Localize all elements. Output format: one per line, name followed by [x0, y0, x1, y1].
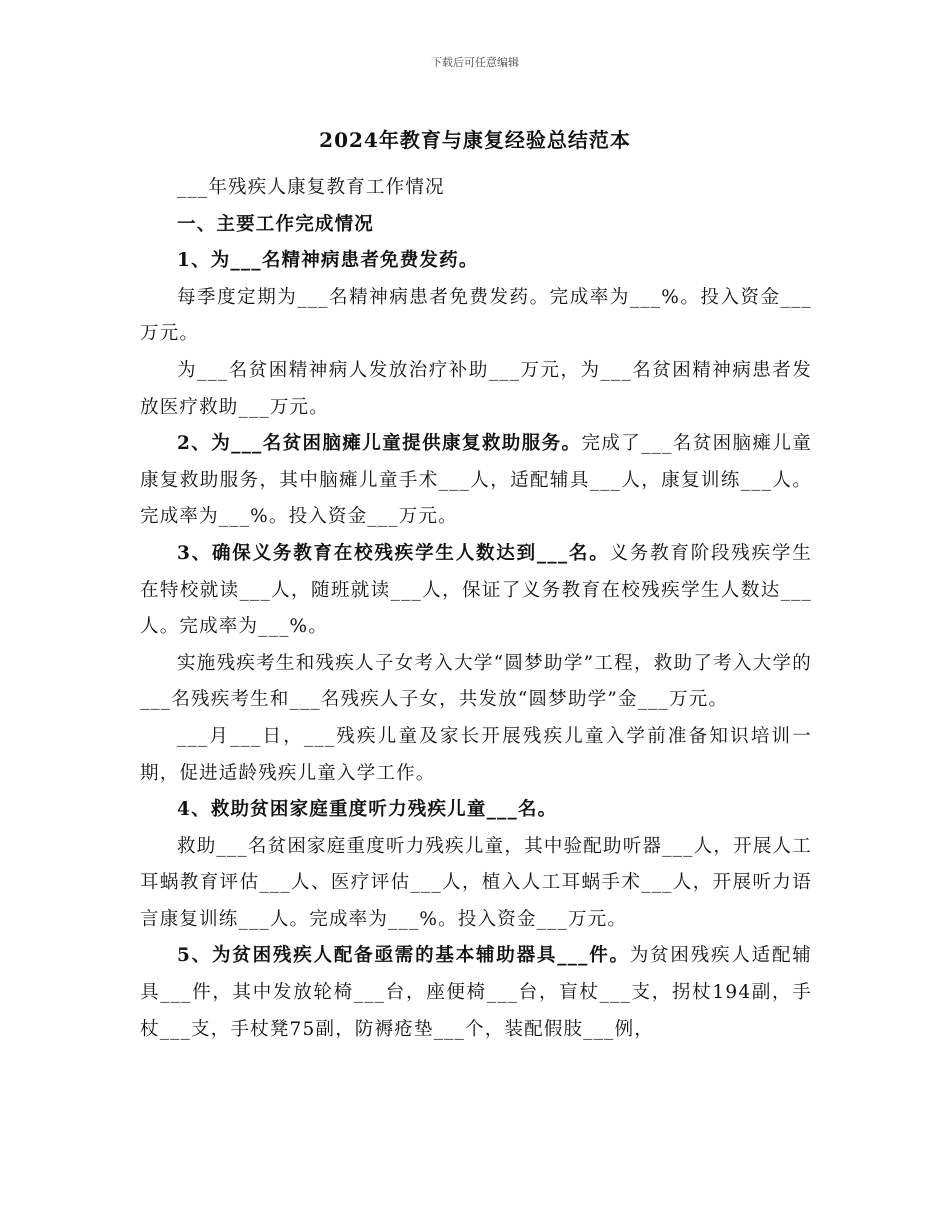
- paragraph-item-2: [140, 426, 812, 536]
- item-text-5: 为贫困残疾人适配辅具___件，其中发放轮椅___台，座便椅___台，盲杖___支，拐杖194副，手杖___支，手杖凳75副，防褥疮垫___个，装配假肢___例，: [140, 945, 812, 1040]
- item-text-2: 完成了___名贫困脑瘫儿童康复救助服务，其中脑瘫儿童手术___人，适配辅具___人，康复训练___人。完成率为___%。投入资金___万元。: [140, 433, 812, 528]
- header-note: 下载后可任意编辑: [431, 56, 519, 69]
- paragraph-intro: ___年残疾人康复教育工作情况: [177, 177, 445, 198]
- paragraph: 实施残疾考生和残疾人子女考入大学“圆梦助学”工程，救助了考入大学的___名残疾考生和___名残疾人子女，共发放“圆梦助学”金___万元。: [140, 652, 812, 711]
- paragraph: 每季度定期为___名精神病患者免费发药。完成率为___%。投入资金___万元。: [140, 286, 812, 345]
- item-heading-1: 1、为___名精神病患者免费发药。: [177, 250, 479, 272]
- paragraph: 为___名贫困精神病人发放治疗补助___万元，为___名贫困精神病患者发放医疗救助___万元。: [140, 359, 812, 418]
- section-heading: 一、主要工作完成情况: [177, 213, 375, 235]
- paragraph-item-5: [140, 938, 812, 1048]
- paragraph: ___月___日，___残疾儿童及家长开展残疾儿童入学前准备知识培训一期，促进适龄残疾儿童入学工作。: [140, 725, 812, 784]
- paragraph-item-3: [140, 536, 812, 646]
- paragraph: 救助___名贫困家庭重度听力残疾儿童，其中验配助听器___人，开展人工耳蜗教育评估___人、医疗评估___人，植入人工耳蜗手术___人，开展听力语言康复训练___人。完成率为___%。投入资金___万元。: [140, 835, 812, 930]
- document-title: 2024年教育与康复经验总结范本: [319, 128, 631, 152]
- item-heading-3: 3、确保义务教育在校残疾学生人数达到___名。: [177, 542, 610, 564]
- item-heading-5: 5、为贫困残疾人配备亟需的基本辅助器具___件。: [177, 945, 630, 967]
- document-body: [140, 170, 812, 1048]
- item-heading-4: 4、救助贫困家庭重度听力残疾儿童___名。: [177, 799, 558, 821]
- item-heading-2: 2、为___名贫困脑瘫儿童提供康复救助服务。: [177, 433, 582, 455]
- item-text-3: 义务教育阶段残疾学生在特校就读___人，随班就读___人，保证了义务教育在校残疾学生人数达___人。完成率为___%。: [140, 542, 812, 638]
